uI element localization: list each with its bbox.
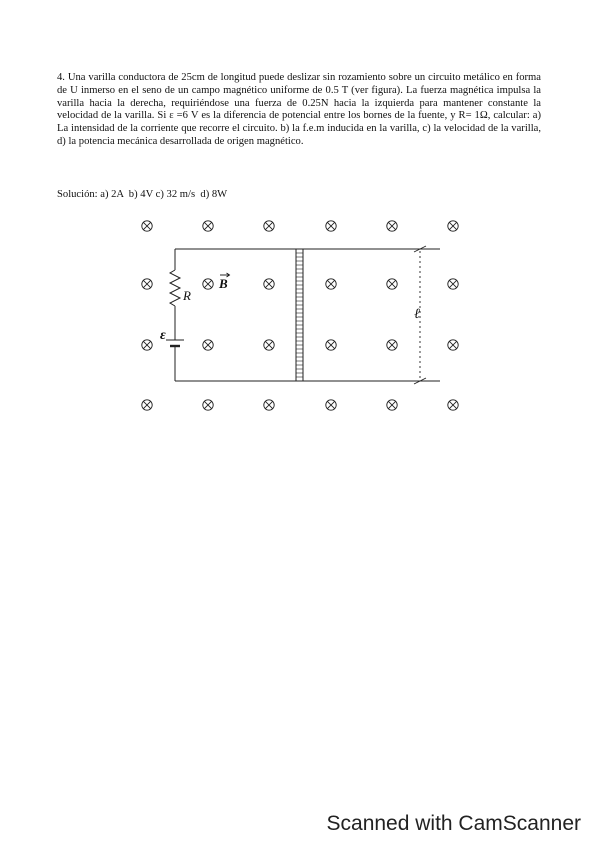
camscanner-watermark: Scanned with CamScanner xyxy=(326,812,581,835)
field-into-page-icon xyxy=(142,279,152,289)
resistor-icon xyxy=(170,270,180,306)
field-into-page-icon xyxy=(142,221,152,231)
field-into-page-icon xyxy=(264,400,274,410)
field-into-page-icon xyxy=(448,340,458,350)
field-into-page-icon xyxy=(264,340,274,350)
field-into-page-icon xyxy=(203,340,213,350)
emf-label: ε xyxy=(160,328,166,343)
sliding-rod xyxy=(296,249,303,381)
field-into-page-icon xyxy=(387,340,397,350)
field-into-page-icon xyxy=(264,279,274,289)
field-into-page-icon xyxy=(203,221,213,231)
field-into-page-icon xyxy=(387,221,397,231)
field-label: B xyxy=(219,276,228,291)
field-into-page-icon xyxy=(142,400,152,410)
field-into-page-icon xyxy=(387,400,397,410)
length-label: ℓ xyxy=(414,307,420,322)
field-into-page-icon xyxy=(448,279,458,289)
problem-statement: 4. Una varilla conductora de 25cm de longitud puede deslizar sin rozamiento sobre un circuito metálico en forma de U inmerso en el seno de un campo magnético uniforme de 0.5 T (ver figura). La fuerza magnética impulsa la varilla hacia la derecha, requiriéndose una fuerza de 0.25N hacia la izquierda para mantener constante la velocidad de la varilla. Si ε =6 V es la diferencia de potencial entre los bornes de la fuente, y R= 1Ω, calcular: a) La intensidad de la corriente que recorre el circuito. b) la f.e.m inducida en la varilla, c) la velocidad de la varilla, d) la potencia mecánica desarrollada de origen magnético. xyxy=(57,72,541,147)
field-into-page-icon xyxy=(448,221,458,231)
field-into-page-icon xyxy=(326,400,336,410)
field-into-page-icon xyxy=(326,340,336,350)
solution-line: Solución: a) 2A b) 4V c) 32 m/s d) 8W xyxy=(57,189,228,200)
field-into-page-icon xyxy=(264,221,274,231)
field-into-page-icon xyxy=(326,221,336,231)
field-into-page-icon xyxy=(326,279,336,289)
field-into-page-icon xyxy=(448,400,458,410)
field-into-page-icon xyxy=(203,400,213,410)
resistor-label: R xyxy=(183,288,191,303)
field-into-page-icon xyxy=(203,279,213,289)
field-into-page-icon xyxy=(387,279,397,289)
field-into-page-icon xyxy=(142,340,152,350)
